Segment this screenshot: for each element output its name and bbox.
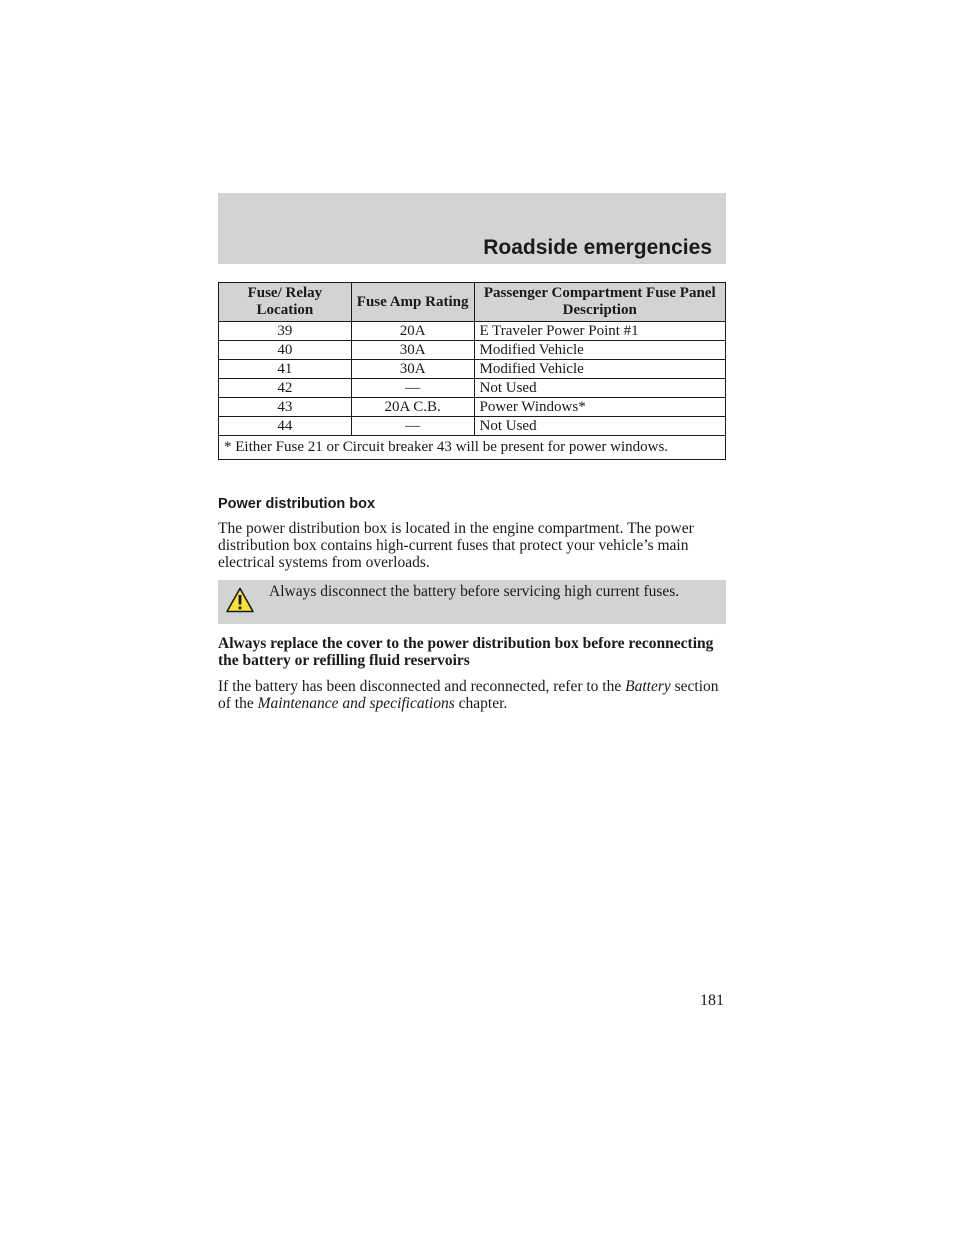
table-footnote: * Either Fuse 21 or Circuit breaker 43 will be present for power windows. — [219, 436, 726, 460]
battery-reference — [218, 678, 726, 712]
cell-amp: 30A — [351, 360, 474, 379]
table-row — [219, 417, 726, 436]
chapter-header — [218, 193, 726, 264]
cell-amp: 20A C.B. — [351, 398, 474, 417]
warning-triangle-icon — [226, 587, 254, 613]
page-number: 181 — [700, 992, 724, 1009]
cell-amp: 20A — [351, 322, 474, 341]
ref-text: section of the — [218, 678, 719, 712]
ref-text: chapter. — [454, 695, 508, 712]
ref-text: If the battery has been disconnected and reconnected, refer to the — [218, 678, 626, 695]
table-header-row — [219, 283, 726, 322]
header-location: Fuse/ Relay Location — [219, 283, 352, 322]
table-row — [219, 379, 726, 398]
ref-chapter-link: Maintenance and specifications — [257, 695, 455, 712]
cover-note: Always replace the cover to the power distribution box before reconnecting the battery or refilling fluid reservoirs — [218, 635, 714, 669]
table-row — [219, 398, 726, 417]
cell-amp: 30A — [351, 341, 474, 360]
chapter-title: Roadside emergencies — [483, 236, 712, 259]
table-row — [219, 322, 726, 341]
header-description: Passenger Compartment Fuse Panel Description — [474, 283, 726, 322]
cell-location: 40 — [219, 341, 352, 360]
section-content — [218, 496, 726, 721]
ref-battery-link: Battery — [625, 678, 671, 695]
warning-box — [218, 580, 726, 624]
cell-location: 43 — [219, 398, 352, 417]
cell-location: 44 — [219, 417, 352, 436]
cell-location: 41 — [219, 360, 352, 379]
cell-description: Modified Vehicle — [474, 360, 726, 379]
cell-description: E Traveler Power Point #1 — [474, 322, 726, 341]
table-row — [219, 341, 726, 360]
section-intro: The power distribution box is located in the engine compartment. The power distribution box contains high-current fuses that protect your vehicle’s main electrical systems from overloads. — [218, 520, 694, 571]
section-heading: Power distribution box — [218, 496, 376, 512]
cell-description: Not Used — [474, 417, 726, 436]
cell-location: 42 — [219, 379, 352, 398]
cell-description: Power Windows* — [474, 398, 726, 417]
cell-description: Not Used — [474, 379, 726, 398]
table-footnote-row — [219, 436, 726, 460]
fuse-table — [218, 282, 726, 460]
warning-text: Always disconnect the battery before servicing high current fuses. — [269, 583, 680, 600]
table-row — [219, 360, 726, 379]
cell-description: Modified Vehicle — [474, 341, 726, 360]
cell-location: 39 — [219, 322, 352, 341]
header-amp-rating: Fuse Amp Rating — [351, 283, 474, 322]
cell-amp: — — [351, 417, 474, 436]
cell-amp: — — [351, 379, 474, 398]
